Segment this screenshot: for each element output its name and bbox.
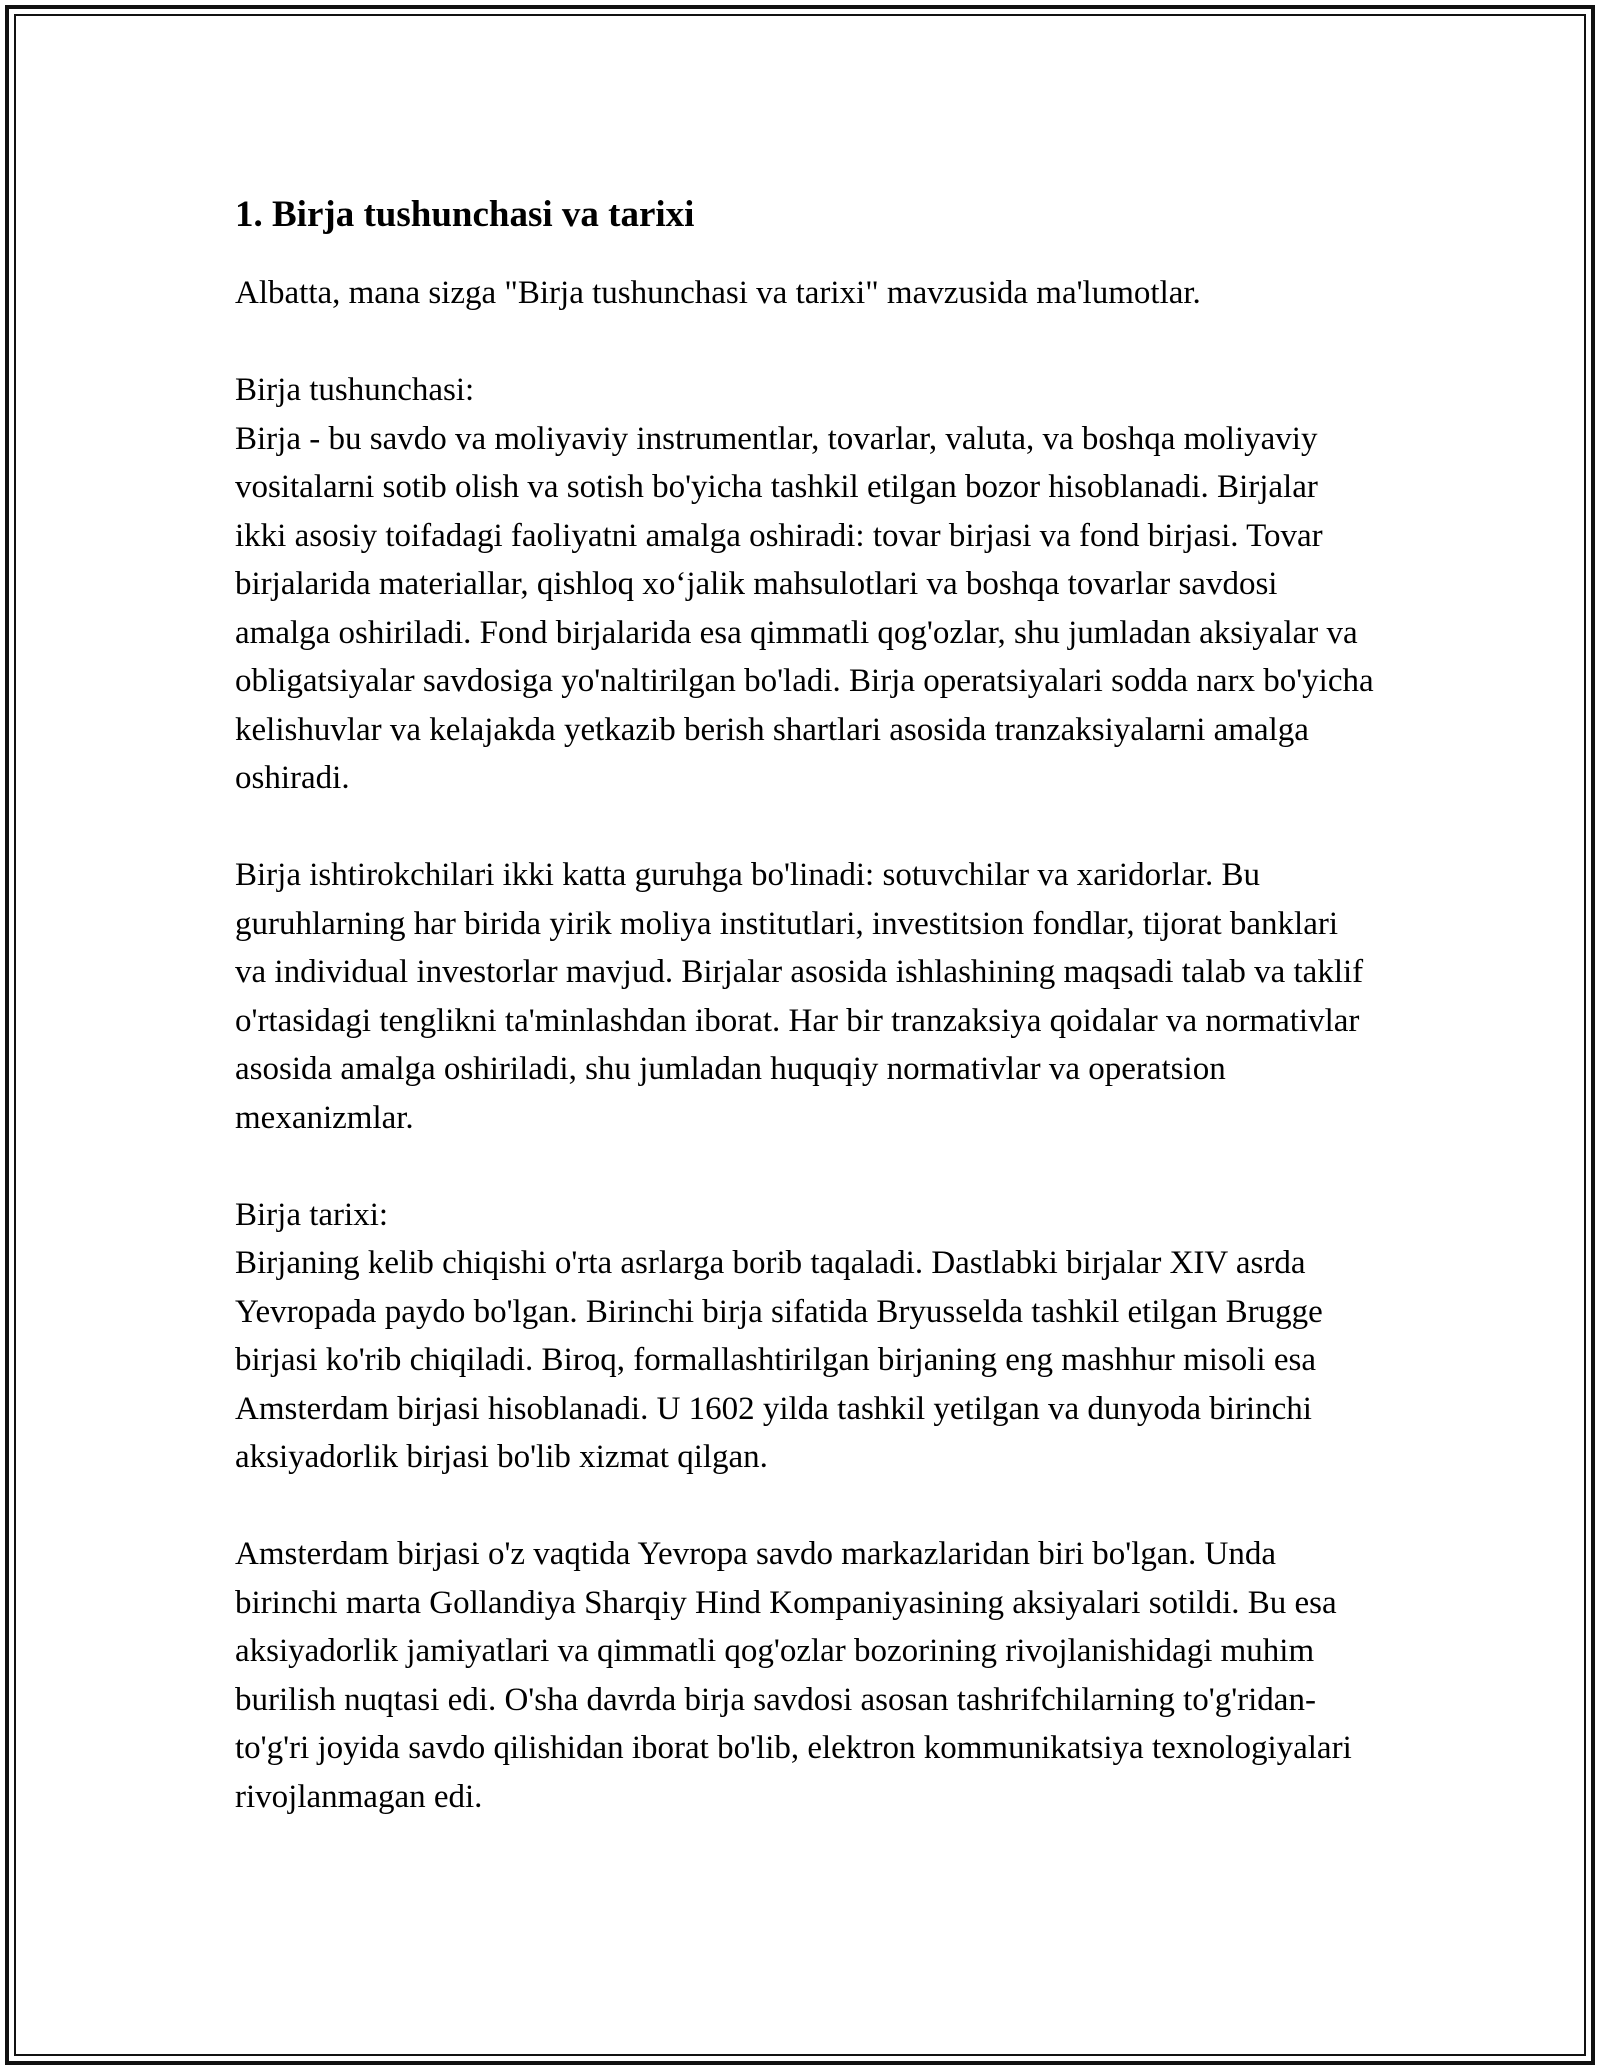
history-paragraph-2: Amsterdam birjasi o'z vaqtida Yevropa savdo markazlaridan biri bo'lgan. Unda birinchi marta Gollandiya Sharqiy Hind Kompaniyasining aksiyalari sotildi. Bu esa aksiyadorlik jamiyatlari va qimmatli qog'ozlar bozorining rivojlanishidagi muhim burilish nuqtasi edi. O'sha davrda birja savdosi asosan tashrifchilarning to'g'ridan-to'g'ri joyida savdo qilishidan iborat bo'lib, elektron kommunikatsiya texnologiyalari rivojlanmagan edi. — [235, 1536, 1352, 1815]
history-paragraph-1: Birjaning kelib chiqishi o'rta asrlarga borib taqaladi. Dastlabki birjalar XIV asrda Yevropada paydo bo'lgan. Birinchi birja sifatida Bryusselda tashkil etilgan Brugge birjasi ko'rib chiqiladi. Biroq, formallashtirilgan birjaning eng mashhur misoli esa Amsterdam birjasi hisoblanadi. U 1602 yilda tashkil yetilgan va dunyoda birinchi aksiyadorlik birjasi bo'lib xizmat qilgan. — [235, 1245, 1323, 1475]
concept-paragraph-2: Birja ishtirokchilari ikki katta guruhga bo'linadi: sotuvchilar va xaridorlar. Bu guruhlarning har birida yirik moliya institutlari, investitsion fondlar, tijorat banklari va individual investorlar mavjud. Birjalar asosida ishlashining maqsadi talab va taklif o'rtasidagi tenglikni ta'minlashdan iborat. Har bir tranzaksiya qoidalar va normativlar asosida amalga oshiriladi, shu jumladan huquqiy normativlar va operatsion mexanizmlar. — [235, 857, 1364, 1136]
intro-paragraph: Albatta, mana sizga "Birja tushunchasi va tarixi" mavzusida ma'lumotlar. — [235, 275, 1201, 311]
page-title: 1. Birja tushunchasi va tarixi — [235, 194, 695, 235]
paragraph-spacer — [235, 803, 1375, 852]
concept-paragraph-1: Birja - bu savdo va moliyaviy instrumentlar, tovarlar, valuta, va boshqa moliyaviy vositalarni sotib olish va sotish bo'yicha tashkil etilgan bozor hisoblanadi. Birjalar ikki asosiy toifadagi faoliyatni amalga oshiradi: tovar birjasi va fond birjasi. Tovar birjalarida materiallar, qishloq xo‘jalik mahsulotlari va boshqa tovarlar savdosi amalga oshiriladi. Fond birjalarida esa qimmatli qog'ozlar, shu jumladan aksiyalar va obligatsiyalar savdosiga yo'naltirilgan bo'ladi. Birja operatsiyalari sodda narx bo'yicha kelishuvlar va kelajakda yetkazib berish shartlari asosida tranzaksiyalarni amalga oshiradi. — [235, 420, 1374, 796]
section-heading-history: Birja tarixi: — [235, 1196, 389, 1233]
paragraph-spacer — [235, 318, 1375, 367]
section-heading-concept: Birja tushunchasi: — [235, 372, 475, 408]
document-body — [235, 180, 1375, 1821]
paragraph-spacer — [235, 1482, 1375, 1531]
paragraph-spacer — [235, 1142, 1375, 1191]
